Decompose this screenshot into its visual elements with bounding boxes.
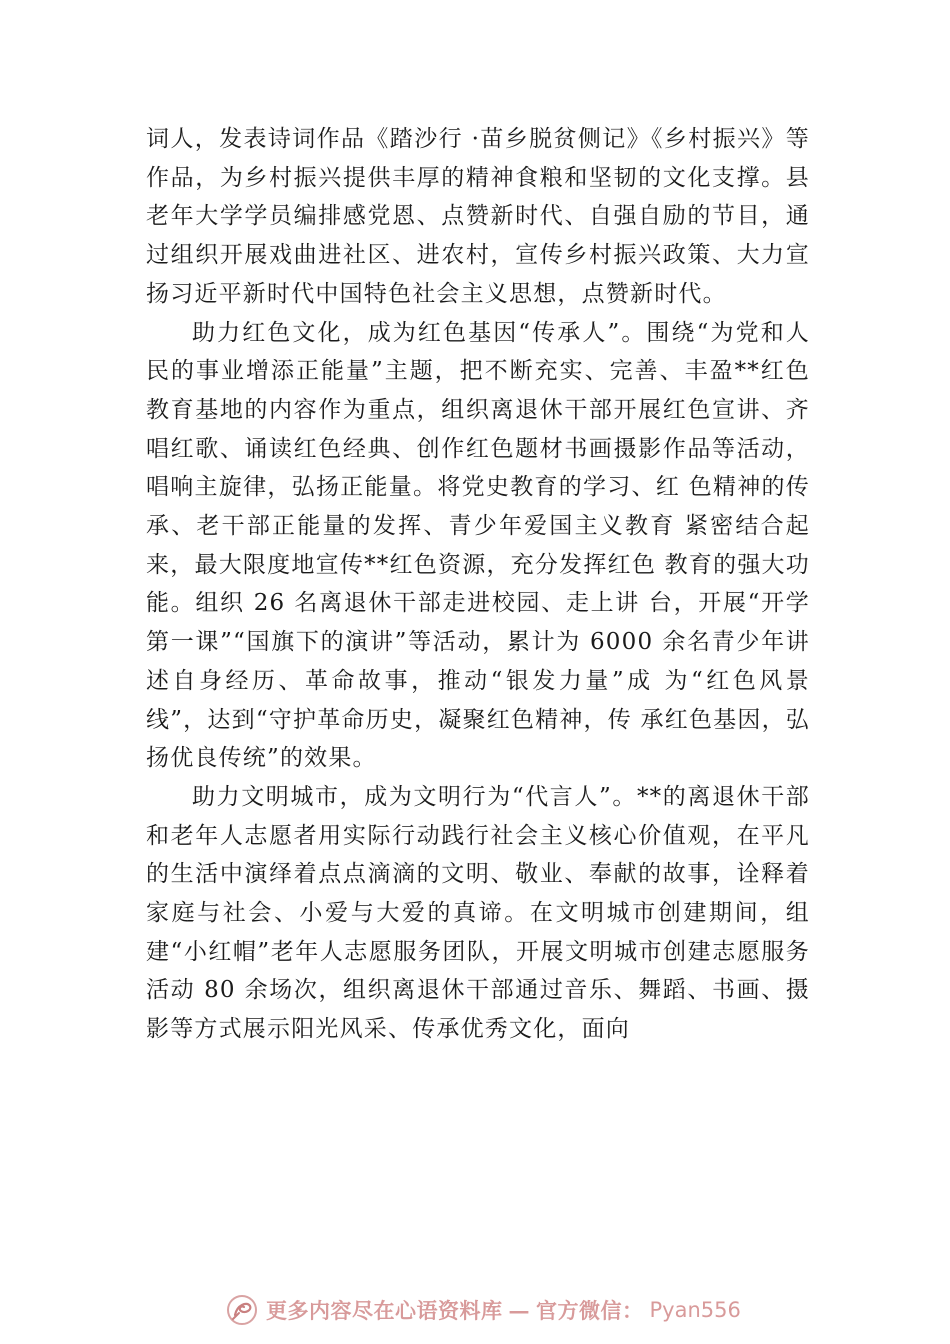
paragraph-2: 助力红色文化，成为红色基因“传承人”。围绕“为党和人民的事业增添正能量”主题，把不断充实、完善、丰盈**红色教育基地的内容作为重点，组织离退休干部开展红色宣讲、齐唱红歌、诵读红色经典、创作红色题材书画摄影作品等活动， 唱响主旋律，弘扬正能量。将党史教育的学习、红 色精神的传承、老干部正能量的发挥、青少年爱国主义教育 紧密结合起来，最大限度地宣传**红色资源，充分发挥红色 教育的强大功能。组织 26 名离退休干部走进校园、走上讲 台，开展“开学第一课”“国旗下的演讲”等活动，累计为 6000 余名青少年讲述自身经历、革命故事，推动“银发力量”成 为“红色风景线”，达到“守护革命历史，凝聚红色精神，传 承红色基因，弘扬优良传统”的效果。	[146, 319, 810, 772]
footer-separator: —	[508, 1297, 530, 1323]
swirl-logo-icon	[224, 1292, 260, 1328]
document-body	[146, 120, 810, 1049]
footer-watermark	[224, 1290, 741, 1330]
paragraph-1: 词人，发表诗词作品《踏沙行 ·苗乡脱贫侧记》《乡村振兴》等作品，为乡村振兴提供丰厚的精神食粮和坚韧的文化支撑。县老年大学学员编排感党恩、点赞新时代、自强自励的节目，通过组织开展戏曲进社区、进农村，宣传乡村振兴政策、大力宣扬习近平新时代中国特色社会主义思想，点赞新时代。	[146, 126, 810, 307]
footer-text: 更多内容尽在心语资料库	[266, 1298, 503, 1323]
paragraph-3: 助力文明城市，成为文明行为“代言人”。**的离退休干部和老年人志愿者用实际行动践行社会主义核心价值观，在平凡的生活中演绎着点点滴滴的文明、敬业、奉献的故事，诠释着家庭与社会、小爱与大爱的真谛。在文明城市创建期间，组建“小红帽”老年人志愿服务团队，开展文明城市创建志愿服务活动 80 余场次，组织离退休干部通过音乐、舞蹈、书画、摄影等方式展示阳光风采、传承优秀文化，面向	[146, 783, 810, 1043]
footer-contact-label: 官方微信：	[536, 1298, 644, 1323]
footer-contact-id: Pyan556	[649, 1298, 741, 1322]
